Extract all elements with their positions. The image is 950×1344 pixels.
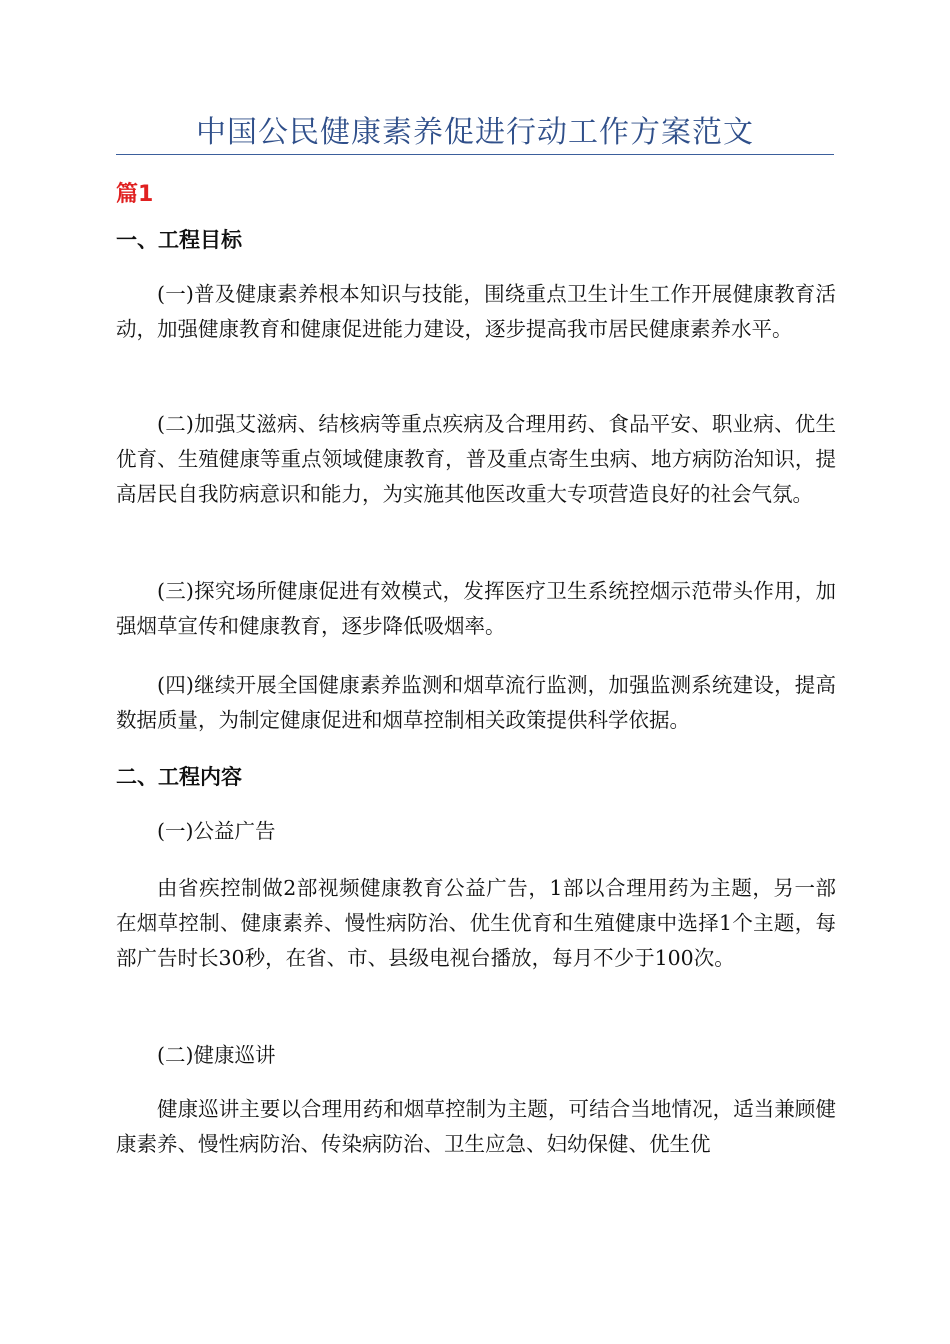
heading-project-content: 二、工程内容 xyxy=(116,765,242,789)
title-underline xyxy=(116,154,834,155)
paragraph-goal-1: (一)普及健康素养根本知识与技能，围绕重点卫生计生工作开展健康教育活动，加强健康教育和健康促进能力建设，逐步提高我市居民健康素养水平。 xyxy=(116,282,836,341)
paragraph-public-ads: 由省疾控制做2部视频健康教育公益广告，1部以合理用药为主题，另一部在烟草控制、健康素养、慢性病防治、优生优育和生殖健康中选择1个主题，每部广告时长30秒，在省、市、县级电视台播放，每月不少于100次。 xyxy=(116,876,836,970)
paragraph-health-tour: 健康巡讲主要以合理用药和烟草控制为主题，可结合当地情况，适当兼顾健康素养、慢性病防治、传染病防治、卫生应急、妇幼保健、优生优 xyxy=(116,1097,836,1156)
subheading-health-tour: (二)健康巡讲 xyxy=(157,1043,276,1067)
paragraph-goal-2: (二)加强艾滋病、结核病等重点疾病及合理用药、食品平安、职业病、优生优育、生殖健康等重点领域健康教育，普及重点寄生虫病、地方病防治知识，提高居民自我防病意识和能力，为实施其他医改重大专项营造良好的社会气氛。 xyxy=(116,412,836,506)
paragraph-goal-3: (三)探究场所健康促进有效模式，发挥医疗卫生系统控烟示范带头作用，加强烟草宣传和健康教育，逐步降低吸烟率。 xyxy=(116,579,836,638)
subheading-public-ads: (一)公益广告 xyxy=(157,819,276,843)
document-title: 中国公民健康素养促进行动工作方案范文 xyxy=(196,115,754,150)
section-label: 篇1 xyxy=(116,182,154,207)
paragraph-goal-4: (四)继续开展全国健康素养监测和烟草流行监测，加强监测系统建设，提高数据质量，为制定健康促进和烟草控制相关政策提供科学依据。 xyxy=(116,673,836,732)
heading-project-goals: 一、工程目标 xyxy=(116,228,242,252)
